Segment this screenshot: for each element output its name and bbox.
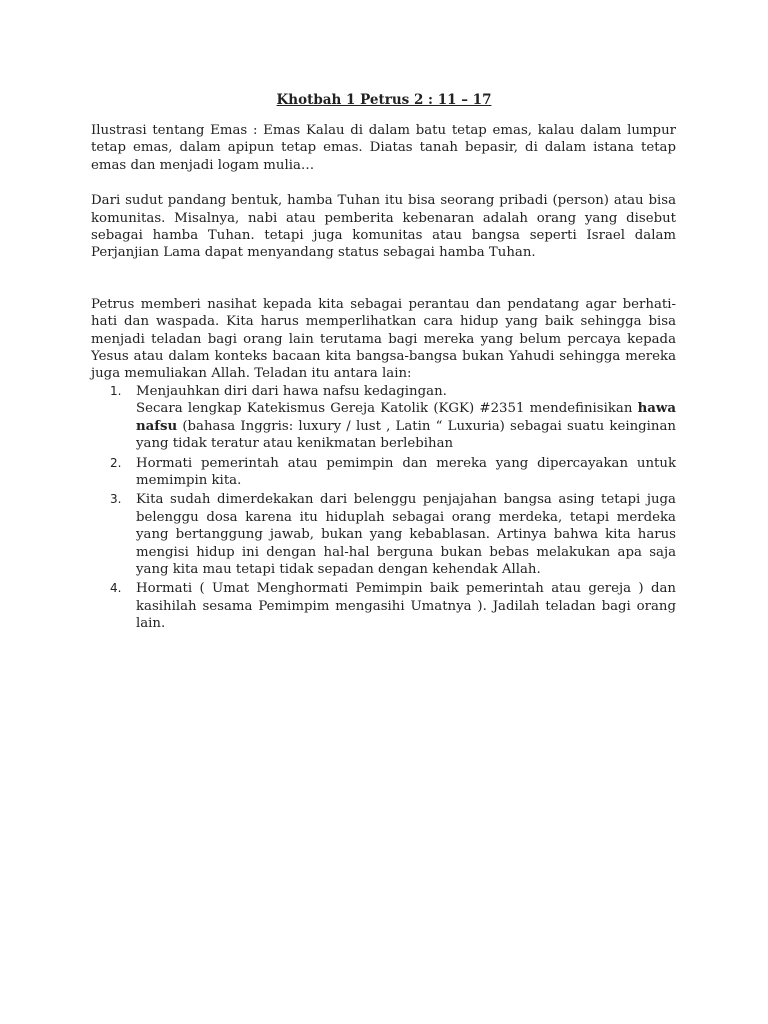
subtext-bold: hawa nafsu [136,401,676,434]
paragraph-illustration: Ilustrasi tentang Emas : Emas Kalau di dalam batu tetap emas, kalau dalam lumpur tetap emas, dalam apipun tetap emas. Diatas tanah bepasir, di dalam istana tetap emas dan menjadi logam mulia… [91,123,676,173]
paragraph-advice: Petrus memberi nasihat kepada kita sebagai perantau dan pendatang agar berhati-hati dan waspada. Kita harus memperlihatkan cara hidup yang baik sehingga bisa menjadi teladan bagi orang lain terutama bagi mereka yang belum percaya kepada Yesus atau dalam konteks bacaan kita bangsa-bangsa bukan Yahudi sehingga mereka juga memuliakan Allah. Teladan itu antara lain: [91,296,676,382]
subtext-after: (bahasa Inggris: luxury / lust , Latin “ Luxuria) sebagai suatu keinginan yang tidak teratur atau kenikmatan berlebihan [136,418,676,452]
list-item [91,491,676,578]
list-item-number: 4. [110,581,122,596]
list-item-number: 3. [110,492,122,507]
list-item-text: Kita sudah dimerdekakan dari belenggu penjajahan bangsa asing tetapi juga belenggu dosa karena itu hiduplah sebagai orang merdeka, tetapi merdeka yang bertanggung jawab, bukan yang kebablasan. Artinya bahwa kita harus mengisi hidup ini dengan hal-hal berguna bukan bebas melakukan apa saja yang kita mau tetapi tidak sepadan dengan kehendak Allah. [136,492,676,577]
numbered-list [91,383,676,633]
document-body [91,122,676,635]
list-item [91,383,676,453]
paragraph-servant: Dari sudut pandang bentuk, hamba Tuhan itu bisa seorang pribadi (person) atau bisa komunitas. Misalnya, nabi atau pemberita kebenaran adalah orang yang disebut sebagai hamba Tuhan. tetapi juga komunitas atau bangsa seperti Israel dalam Perjanjian Lama dapat menyandang status sebagai hamba Tuhan. [91,193,676,261]
list-item-text: Menjauhkan diri dari hawa nafsu kedagingan. [136,383,447,399]
list-item [91,580,676,632]
list-item-subtext [136,400,676,452]
subtext-before: Secara lengkap Katekismus Gereja Katolik (KGK) #2351 mendefinisikan [136,401,638,417]
list-item-text: Hormati ( Umat Menghormati Pemimpin baik pemerintah atau gereja ) dan kasihilah sesama Pemimpim mengasihi Umatnya ). Jadilah teladan bagi orang lain. [136,581,676,632]
page-title: Khotbah 1 Petrus 2 : 11 – 17 [276,92,492,108]
list-item [91,455,676,490]
list-item-number: 2. [110,455,122,470]
list-item-text: Hormati pemerintah atau pemimpin dan mereka yang dipercayakan untuk memimpin kita. [136,455,676,488]
list-item-number: 1. [110,383,122,398]
